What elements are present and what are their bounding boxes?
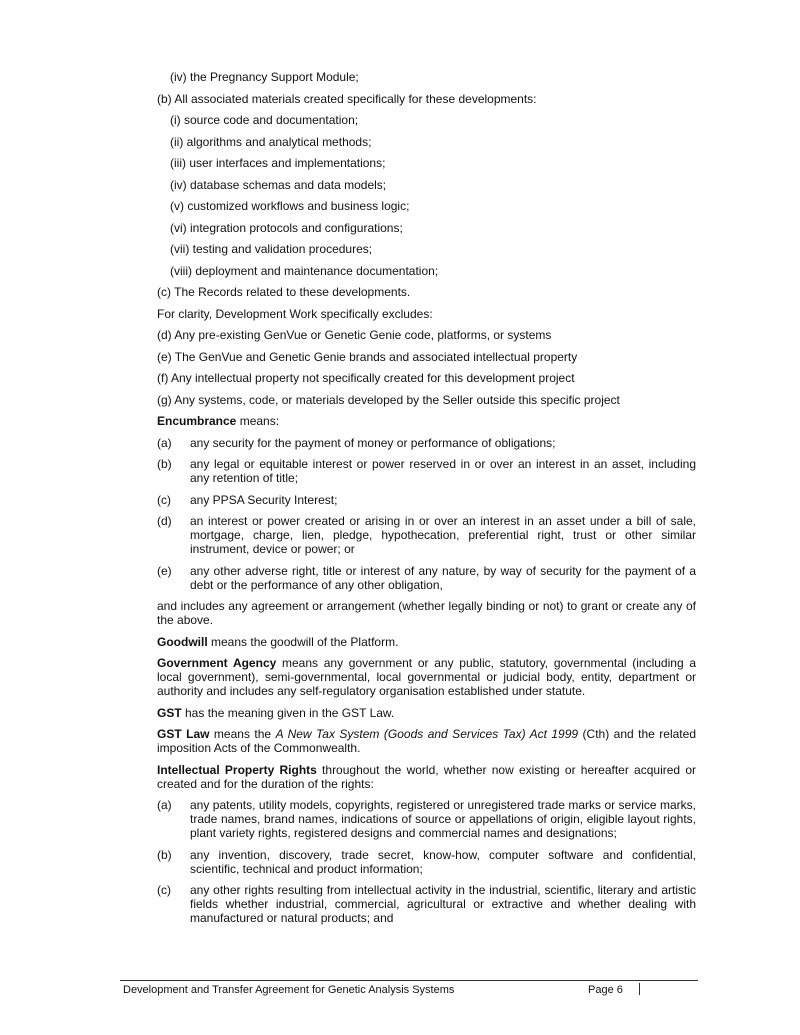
ipr-item: (a) any patents, utility models, copyrights, registered or unregistered trade marks or service marks, trade names, brand names, indications of source or appellations of origin, eligible layout rights, plant variety rights, registered designs and commercial names and designations;: [157, 798, 696, 840]
page-footer: [120, 980, 698, 996]
defined-term: GST: [157, 705, 182, 720]
item-c: (c) The Records related to these developments.: [157, 285, 411, 299]
exclusion-item: (g) Any systems, code, or materials developed by the Seller outside this specific project: [157, 392, 620, 407]
act-title: A New Tax System (Goods and Services Tax) Act 1999: [275, 727, 579, 741]
encumbrance-item: (b) any legal or equitable interest or power reserved in or over an interest in an asset, including any retention of title;: [157, 457, 696, 485]
clarity-statement: For clarity, Development Work specifically excludes:: [157, 306, 433, 321]
footer-document-title: Development and Transfer Agreement for Genetic Analysis Systems: [123, 984, 455, 996]
encumbrance-item: (d) an interest or power created or arising in or over an interest in an asset under a bill of sale, mortgage, charge, lien, pledge, hypothecation, preferential right, trust or other similar instrument, device or power; or: [157, 514, 696, 556]
sub-item: (vi) integration protocols and configurations;: [170, 220, 403, 235]
item-iv-module: (iv) the Pregnancy Support Module;: [170, 70, 359, 84]
encumbrance-item: (c) any PPSA Security Interest;: [157, 492, 338, 507]
sub-item: (v) customized workflows and business logic;: [170, 199, 410, 213]
encumbrance-item: (a) any security for the payment of money or performance of obligations;: [157, 435, 556, 450]
encumbrance-closing: and includes any agreement or arrangement (whether legally binding or not) to grant or create any of the above.: [157, 599, 696, 627]
sub-item: (vii) testing and validation procedures;: [170, 242, 373, 256]
sub-item: (iii) user interfaces and implementations;: [170, 156, 386, 170]
ipr-item: (c) any other rights resulting from intellectual activity in the industrial, scientific, literary and artistic fields whether industrial, commercial, agricultural or extractive and whether dealing with manufactured or natural products; and: [157, 883, 696, 925]
sub-item: (i) source code and documentation;: [170, 113, 359, 127]
exclusion-item: (f) Any intellectual property not specifically created for this development project: [157, 371, 575, 385]
government-agency-definition: Government Agency means any government or any public, statutory, governmental (including a local government), semi-governmental, local governmental or judicial body, entity, department or authority and includes any self-regulatory organisation established under statute.: [157, 656, 696, 698]
goodwill-definition: Goodwill means the goodwill of the Platform.: [157, 634, 399, 649]
exclusion-item: (e) The GenVue and Genetic Genie brands and associated intellectual property: [157, 349, 578, 364]
footer-divider: [639, 983, 640, 995]
encumbrance-definition: Encumbrance means:: [157, 414, 280, 428]
gst-law-definition: GST Law means the A New Tax System (Goods and Services Tax) Act 1999 (Cth) and the related imposition Acts of the Commonwealth.: [157, 727, 696, 755]
ipr-definition: Intellectual Property Rights throughout the world, whether now existing or hereafter acquired or created and for the duration of the rights:: [157, 762, 696, 791]
defined-term: Intellectual Property Rights: [157, 762, 317, 777]
defined-term: GST Law: [157, 727, 210, 741]
gst-definition: GST has the meaning given in the GST Law.: [157, 705, 395, 720]
encumbrance-item: (e) any other adverse right, title or interest of any nature, by way of security for the payment of a debt or the performance of any other obligation,: [157, 563, 696, 592]
defined-term: Goodwill: [157, 634, 208, 649]
item-b: (b) All associated materials created specifically for these developments:: [157, 91, 537, 106]
footer-page-number: Page 6: [588, 984, 623, 996]
ipr-item: (b) any invention, discovery, trade secret, know-how, computer software and confidential, scientific, technical and product information;: [157, 847, 696, 876]
sub-item: (iv) database schemas and data models;: [170, 177, 387, 192]
sub-item: (ii) algorithms and analytical methods;: [170, 134, 372, 149]
document-body: [157, 70, 696, 933]
sub-item: (viii) deployment and maintenance documentation;: [170, 263, 439, 278]
defined-term: Encumbrance: [157, 414, 237, 428]
defined-term: Government Agency: [157, 656, 277, 670]
exclusion-item: (d) Any pre-existing GenVue or Genetic Genie code, platforms, or systems: [157, 328, 552, 342]
